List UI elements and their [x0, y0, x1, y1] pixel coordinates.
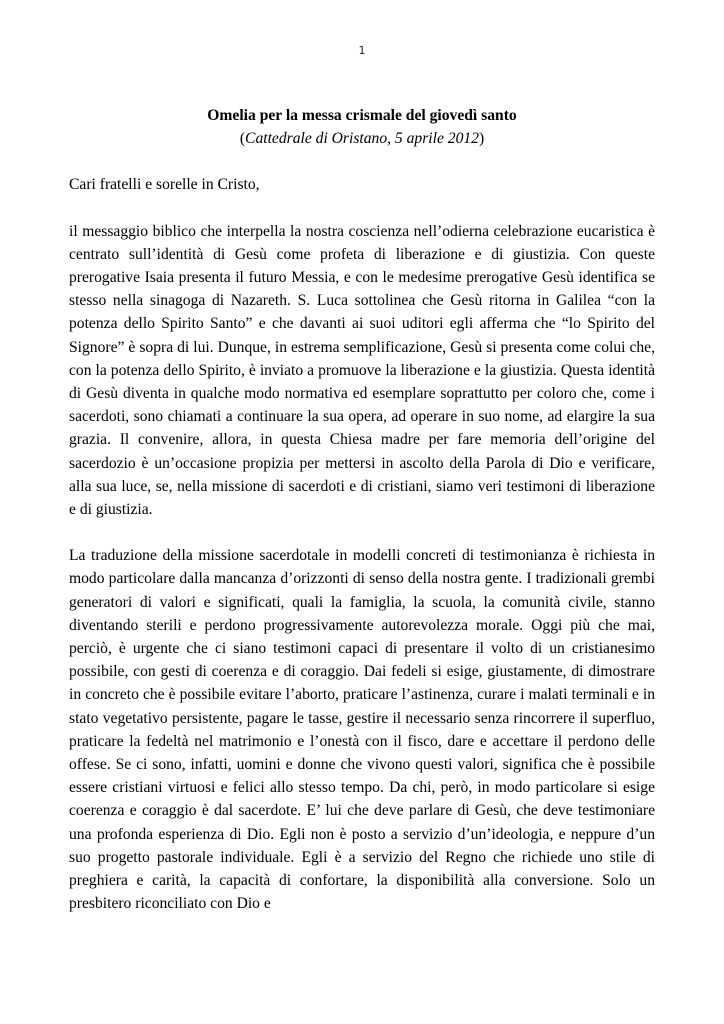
subtitle-open-paren: (	[239, 130, 246, 148]
greeting: Cari fratelli e sorelle in Cristo,	[69, 176, 260, 194]
subtitle-text: Cattedrale di Oristano, 5 aprile 2012	[245, 130, 479, 148]
paragraph-1: il messaggio biblico che interpella la nostra coscienza nell’odierna celebrazione eucaristica è centrato sull’identità di Gesù come profeta di liberazione e di giustizia. Con queste prerogative Isaia presenta il futuro Messia, e con le medesime prerogative Gesù identifica se stesso nella sinagoga di Nazareth. S. Luca sottolinea che Gesù ritorna in Galilea “con la potenza dello Spirito Santo” e che davanti ai suoi uditori egli afferma che “lo Spirito del Signore” è sopra di lui. Dunque, in estrema semplificazione, Gesù si presenta come colui che, con la potenza dello Spirito, è inviato a promuove la liberazione e la giustizia. Questa identità di Gesù diventa in qualche modo normativa ed esemplare soprattutto per coloro che, come i sacerdoti, sono chiamati a continuare la sua opera, ad operare in suo nome, ad elargire la sua grazia. Il convenire, allora, in questa Chiesa madre per fare memoria dell’origine del sacerdozio è un’occasione propizia per mettersi in ascolto della Parola di Dio e verificare, alla sua luce, se, nella missione di sacerdoti e di cristiani, siamo veri testimoni di liberazione e di giustizia.	[69, 222, 655, 519]
subtitle-close-paren: )	[478, 130, 485, 148]
document-body	[69, 104, 655, 916]
page-number: 1	[358, 44, 366, 57]
paragraph-2: La traduzione della missione sacerdotale in modelli concreti di testimonianza è richiesta in modo particolare dalla mancanza d’orizzonti di senso della nostra gente. I tradizionali grembi generatori di valori e significati, quali la famiglia, la scuola, la comunità civile, stanno diventando sterili e perdono progressivamente autorevolezza morale. Oggi più che mai, perciò, è urgente che ci siano testimoni capaci di presentare il volto di un cristianesimo possibile, con gesti di coerenza e di coraggio. Dai fedeli si esige, giustamente, di dimostrare in concreto che è possibile evitare l’aborto, praticare l’astinenza, curare i malati terminali e in stato vegetativo persistente, pagare le tasse, gestire il necessario senza rincorrere il superfluo, praticare la fedeltà nel matrimonio e l’onestà con il fisco, dare e accettare il perdono delle offese. Se ci sono, infatti, uomini e donne che vivono questi valori, significa che è possibile essere cristiani virtuosi e felici allo stesso tempo. Da chi, però, in modo particolare si esige coerenza e coraggio è dal sacerdote. E’ lui che deve parlare di Gesù, che deve testimoniare una profonda esperienza di Dio. Egli non è posto a servizio d’un’ideologia, e neppure d’un suo progetto pastorale individuale. Egli è a servizio del Regno che richiede uno stile di preghiera e carità, la capacità di confortare, la disponibilità alla conversione. Solo un presbitero riconciliato con Dio e	[69, 547, 655, 913]
document-title: Omelia per la messa crismale del giovedì santo	[207, 107, 517, 124]
document-subtitle	[69, 127, 655, 150]
